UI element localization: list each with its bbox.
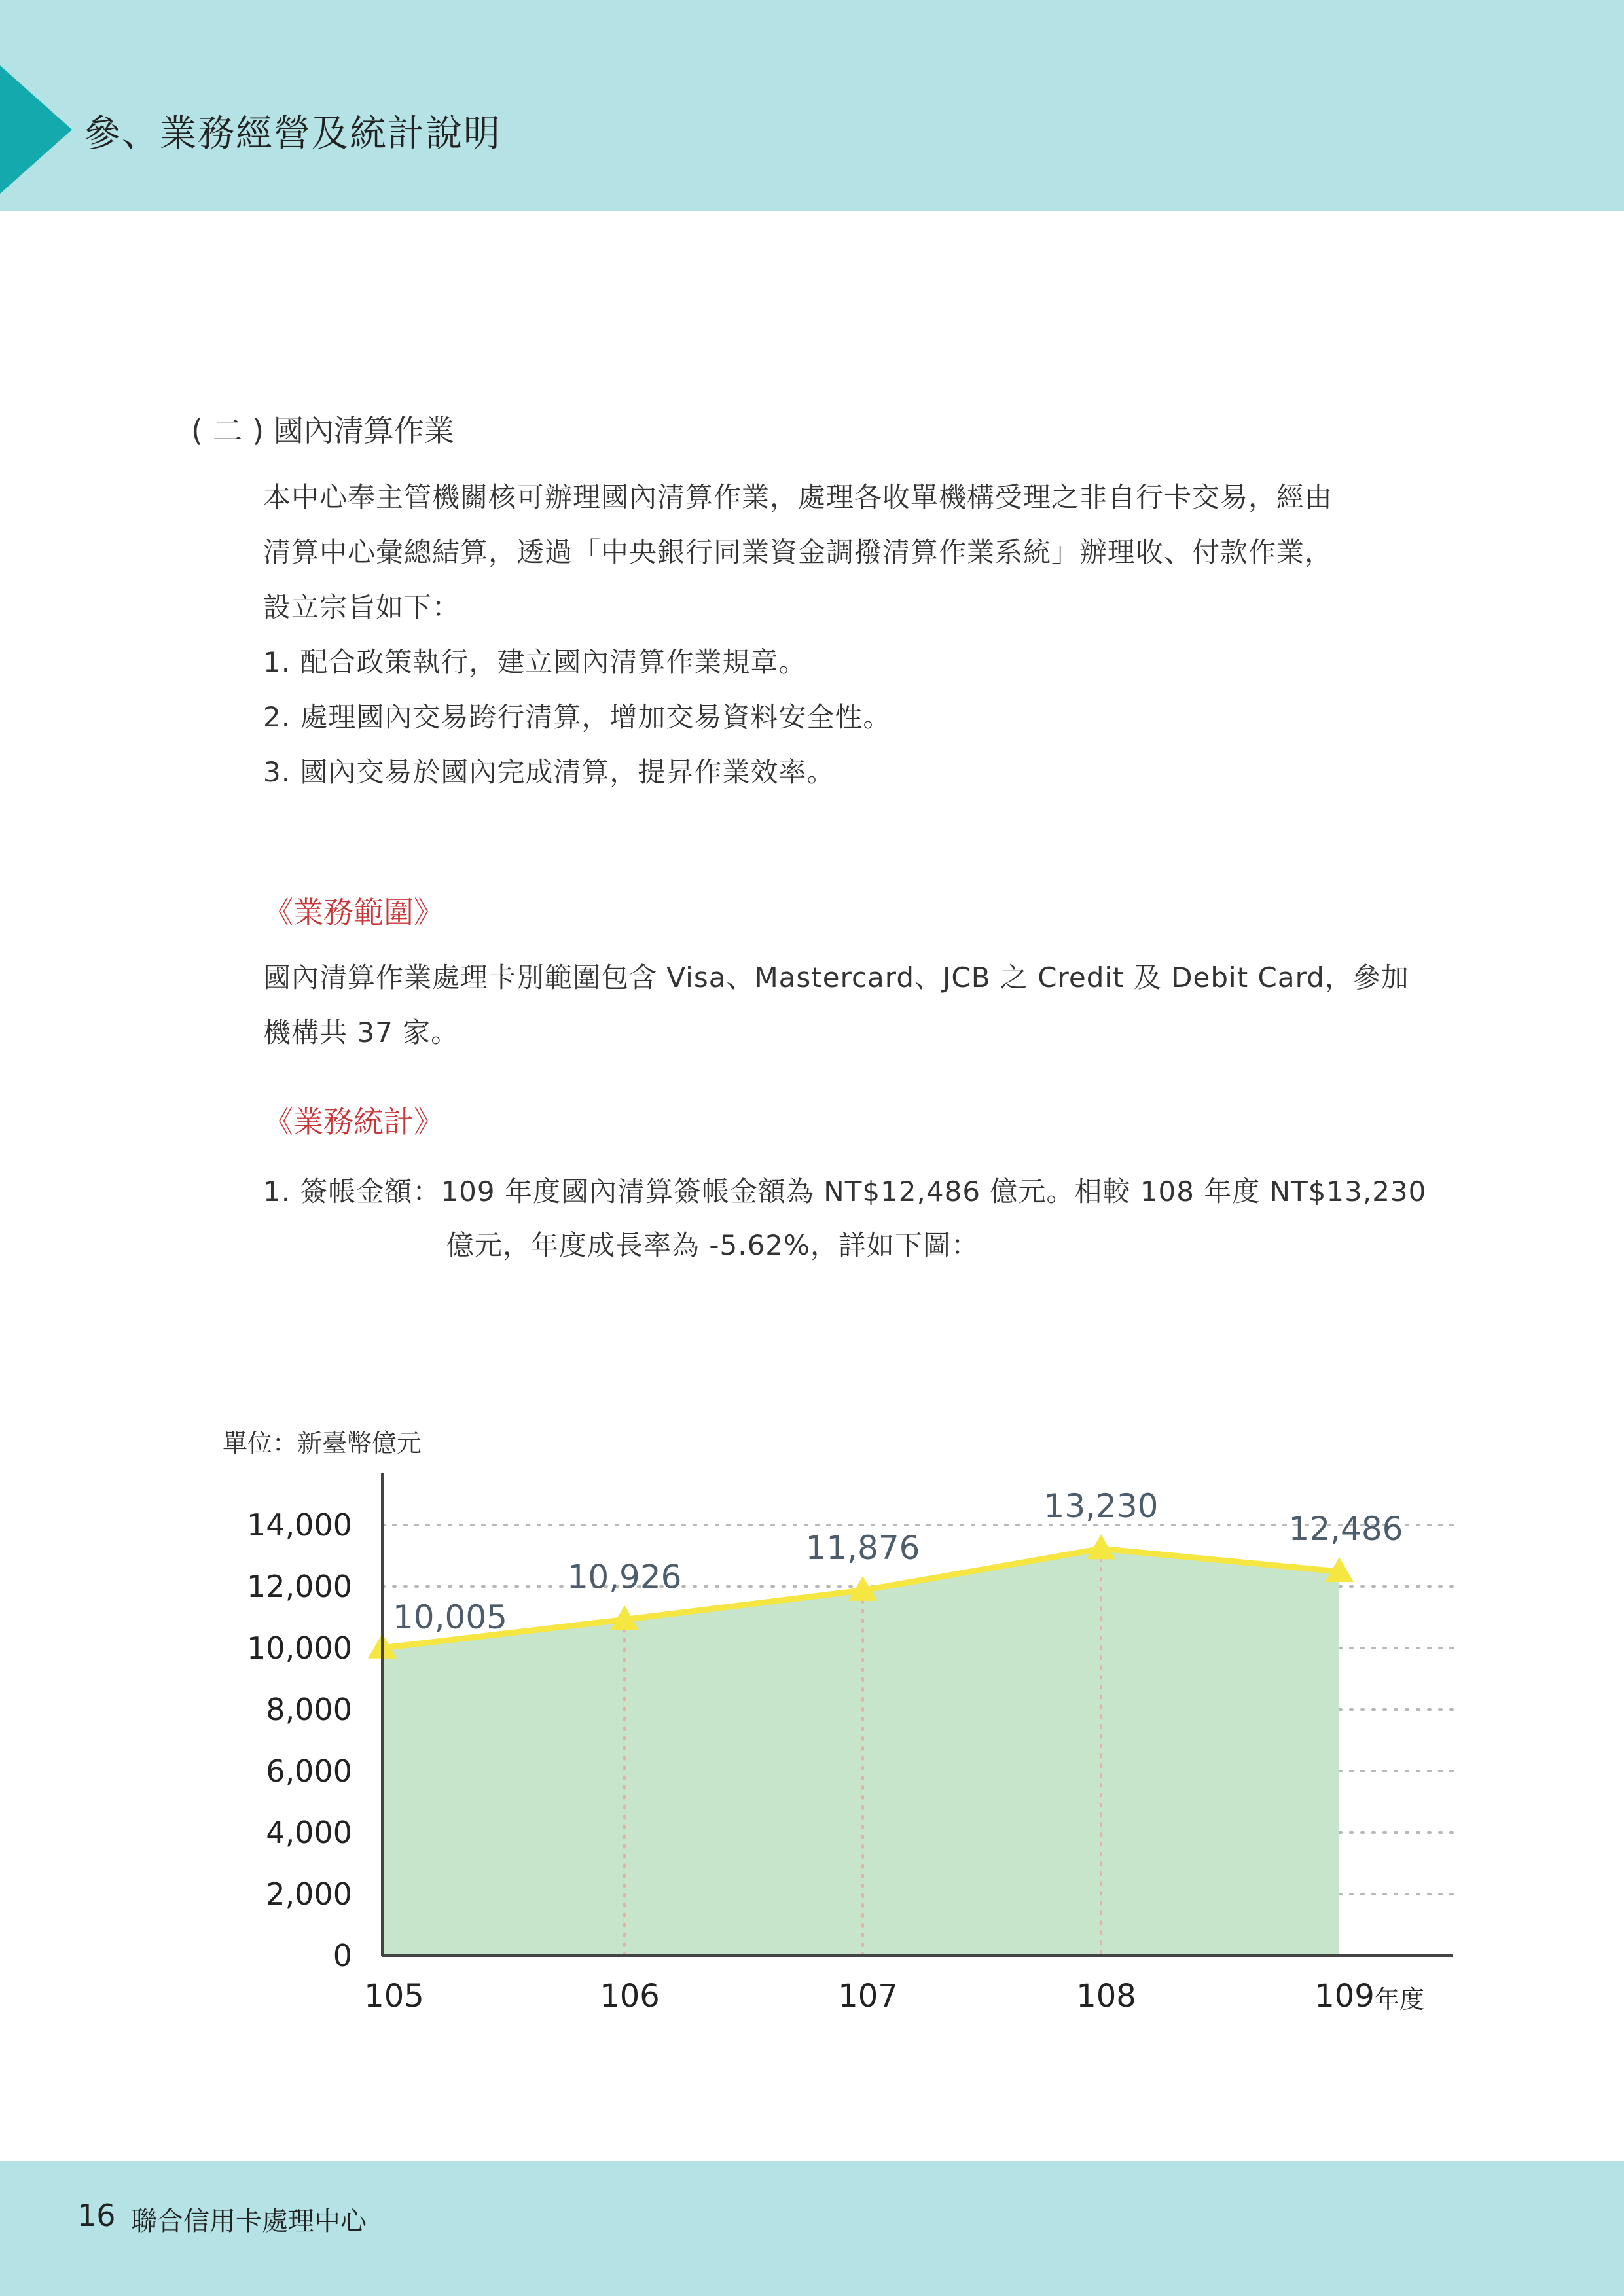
intro-paragraph: [263, 470, 1441, 800]
scope-line: 機構共 37 家。: [263, 1016, 460, 1049]
scope-paragraph: [263, 950, 1441, 1060]
x-tick-label: 109: [1314, 1978, 1375, 2015]
y-tick-label: 12,000: [247, 1569, 352, 1604]
intro-line: 清算中心彙總結算，透過「中央銀行同業資金調撥清算作業系統」辦理收、付款作業，: [263, 536, 1333, 568]
data-label: 11,876: [805, 1528, 920, 1567]
footer-organization: 聯合信用卡處理中心: [131, 2206, 367, 2236]
data-label: 10,926: [567, 1558, 682, 1596]
page-number: 16: [77, 2198, 116, 2233]
scope-heading: 《業務範圍》: [263, 895, 444, 930]
data-label: 12,486: [1288, 1510, 1403, 1549]
header-arrow-icon: [0, 65, 72, 194]
y-tick-label: 10,000: [247, 1630, 352, 1666]
y-tick-label: 4,000: [266, 1815, 352, 1850]
stats-heading: 《業務統計》: [263, 1104, 444, 1139]
intro-line: 設立宗旨如下：: [263, 591, 461, 623]
x-tick-label: 105: [364, 1978, 424, 2015]
section-heading: ( 二 ) 國內清算作業: [191, 413, 454, 448]
x-tick-label: 106: [600, 1978, 660, 2015]
x-tick-label: 107: [838, 1978, 898, 2015]
data-label: 13,230: [1043, 1487, 1159, 1526]
intro-line: 本中心奉主管機關核可辦理國內清算作業，處理各收單機構受理之非自行卡交易，經由: [263, 481, 1333, 513]
scope-line: 國內清算作業處理卡別範圍包含 Visa、Mastercard、JCB 之 Credit 及 Debit Card，參加: [263, 961, 1409, 994]
x-axis-suffix: 年度: [1375, 1985, 1425, 2014]
x-tick-label: 108: [1076, 1978, 1136, 2015]
stats-line: 億元，年度成長率為 -5.62%，詳如下圖：: [446, 1229, 979, 1261]
purpose-item: 2. 處理國內交易跨行清算，增加交易資料安全性。: [263, 701, 892, 733]
y-tick-label: 2,000: [266, 1876, 352, 1912]
data-label: 10,005: [393, 1598, 507, 1636]
area-chart: [0, 1440, 1624, 2042]
stats-line: 1. 簽帳金額：109 年度國內清算簽帳金額為 NT$12,486 億元。相較 108 年度 NT$13,230: [263, 1175, 1427, 1208]
purpose-item: 1. 配合政策執行，建立國內清算作業規章。: [263, 646, 807, 678]
y-tick-label: 0: [333, 1938, 352, 1973]
chart-unit-label: 單位：新臺幣億元: [223, 1429, 422, 1458]
y-tick-label: 8,000: [266, 1692, 352, 1727]
y-tick-label: 6,000: [266, 1753, 352, 1789]
area-fill: [382, 1549, 1339, 1956]
page-title: 參、業務經營及統計說明: [84, 113, 501, 155]
purpose-item: 3. 國內交易於國內完成清算，提昇作業效率。: [263, 756, 835, 788]
y-tick-label: 14,000: [247, 1507, 352, 1543]
